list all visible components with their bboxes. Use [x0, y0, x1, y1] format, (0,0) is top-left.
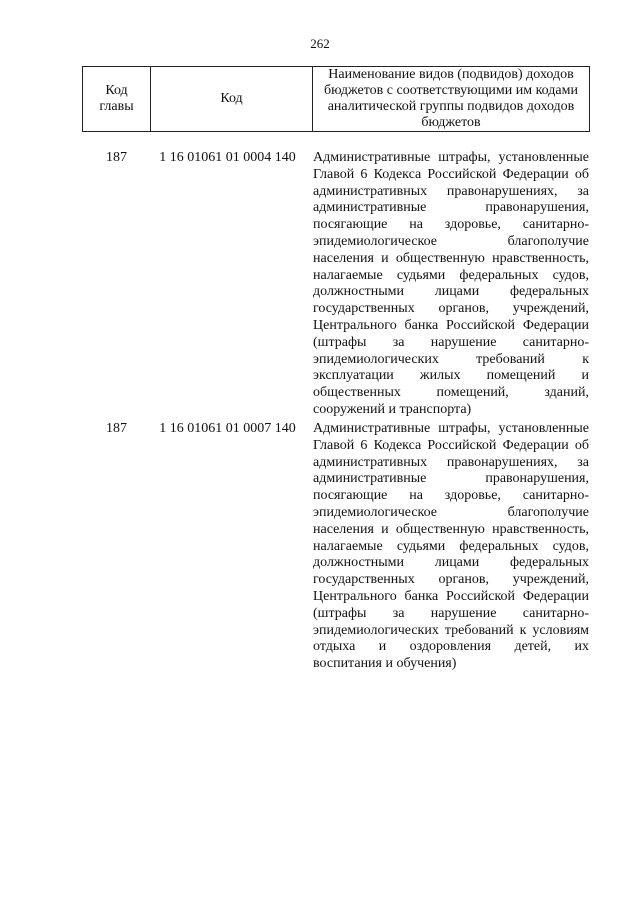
- row-revenue-code: 1 16 01061 01 0007 140: [159, 421, 296, 436]
- description-line: населения и общественную нравственность,: [313, 521, 589, 537]
- table-header: [82, 66, 590, 132]
- description-line: налагаемые судьями федеральных судов,: [313, 538, 589, 554]
- description-line: административные правонарушения,: [313, 471, 589, 487]
- header-code-chapter: Код главы: [83, 67, 151, 132]
- row-revenue-code: 1 16 01061 01 0004 140: [159, 150, 296, 165]
- description-line: эксплуатации жилых помещений и: [313, 368, 589, 384]
- row-description: [313, 421, 589, 673]
- description-line: эпидемиологических требований к: [313, 351, 589, 367]
- description-line: налагаемые судьями федеральных судов,: [313, 267, 589, 283]
- header-code: Код: [151, 67, 313, 132]
- description-line: Центрального банка Российской Федерации: [313, 317, 589, 333]
- header-name: Наименование видов (подвидов) доходов бюджетов с соответствующими им кодами аналитической группы подвидов доходов бюджетов: [313, 67, 590, 132]
- description-line: эпидемиологическое благополучие: [313, 504, 589, 520]
- description-line: административных правонарушениях, за: [313, 454, 589, 470]
- description-line: Центрального банка Российской Федерации: [313, 588, 589, 604]
- description-line: Главой 6 Кодекса Российской Федерации об: [313, 437, 589, 453]
- description-line: административные правонарушения,: [313, 200, 589, 216]
- row-chapter-code: 187: [106, 150, 127, 165]
- description-line: должностными лицами федеральных: [313, 284, 589, 300]
- description-line: общественных помещений, зданий,: [313, 385, 589, 401]
- description-line: эпидемиологическое благополучие: [313, 233, 589, 249]
- description-line: государственных органов, учреждений,: [313, 301, 589, 317]
- description-line: посягающие на здоровье, санитарно-: [313, 217, 589, 233]
- description-line: Административные штрафы, установленные: [313, 150, 589, 165]
- description-line: эпидемиологических требований к условиям: [313, 622, 589, 638]
- description-line: населения и общественную нравственность,: [313, 250, 589, 266]
- description-line: воспитания и обучения): [313, 656, 457, 672]
- description-line: сооружений и транспорта): [313, 401, 472, 417]
- description-line: отдыха и оздоровления детей, их: [313, 639, 589, 655]
- description-line: Главой 6 Кодекса Российской Федерации об: [313, 166, 589, 182]
- description-line: Административные штрафы, установленные: [313, 421, 589, 436]
- description-line: государственных органов, учреждений,: [313, 572, 589, 588]
- description-line: административных правонарушениях, за: [313, 183, 589, 199]
- description-line: (штрафы за нарушение санитарно-: [313, 334, 589, 350]
- page-number: 262: [310, 36, 330, 51]
- row-chapter-code: 187: [106, 421, 127, 436]
- description-line: (штрафы за нарушение санитарно-: [313, 605, 589, 621]
- description-line: должностными лицами федеральных: [313, 555, 589, 571]
- row-description: [313, 150, 589, 419]
- description-line: посягающие на здоровье, санитарно-: [313, 488, 589, 504]
